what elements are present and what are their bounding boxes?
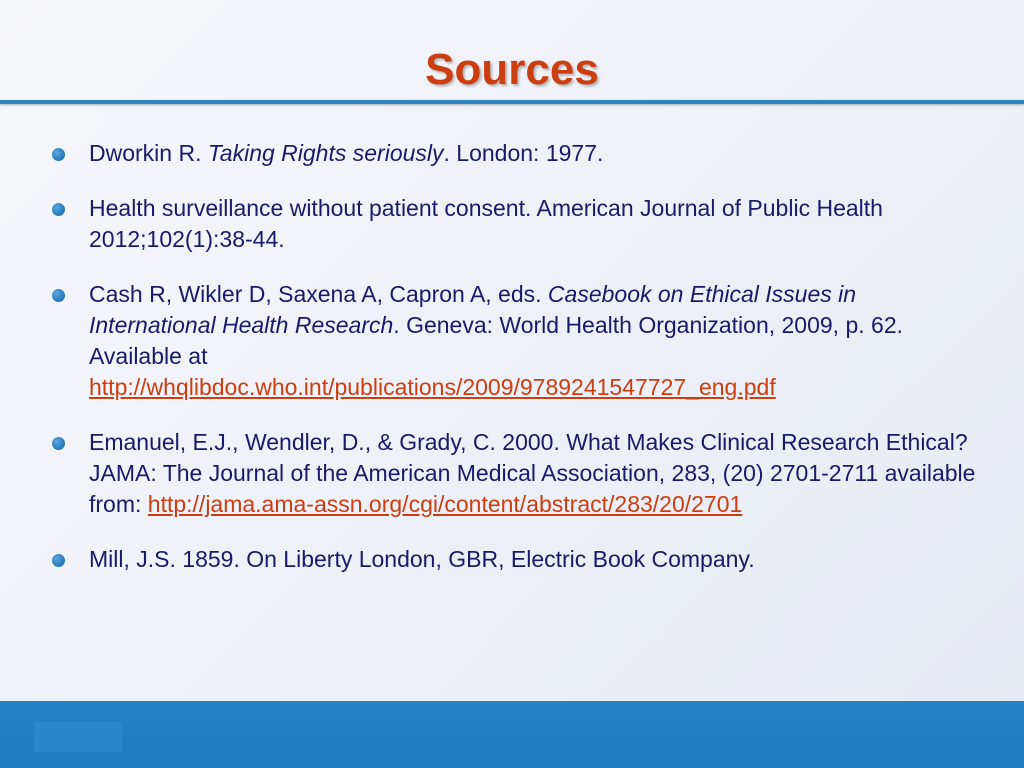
title-divider [0, 100, 1024, 104]
citation-link[interactable]: http://whqlibdoc.who.int/publications/2009/9789241547727_eng.pdf [89, 374, 776, 400]
bullet-icon [52, 203, 65, 216]
citation-text: Health surveillance without patient consent. American Journal of Public Health 2012;102(1):38-44. [89, 195, 883, 252]
citation-text: Dworkin R. [89, 140, 208, 166]
citation-text: Mill, J.S. 1859. On Liberty London, GBR, Electric Book Company. [89, 546, 755, 572]
footer-band [0, 701, 1024, 768]
citation-title: Taking Rights seriously [207, 140, 444, 166]
list-item [48, 138, 988, 169]
citation-text: . Geneva: World Health Organization, 2009, p. 62. Available at [89, 312, 904, 369]
sources-list [48, 138, 988, 599]
citation-text: Emanuel, E.J., Wendler, D., & Grady, C. 2000. What Makes Clinical Research Ethical? JAMA: The Journal of the American Medical Association, 283, (20) 2701-2711 available from: [89, 429, 976, 517]
citation-text: Cash R, Wikler D, Saxena A, Capron A, eds. [89, 281, 548, 307]
list-item [48, 193, 988, 255]
citation-title: Casebook on Ethical Issues in International Health Research [89, 281, 857, 338]
bullet-icon [52, 554, 65, 567]
bullet-icon [52, 148, 65, 161]
list-item [48, 544, 988, 575]
list-item [48, 279, 988, 403]
page-title: Sources [425, 45, 599, 94]
bullet-icon [52, 437, 65, 450]
bullet-icon [52, 289, 65, 302]
citation-link[interactable]: http://jama.ama-assn.org/cgi/content/abstract/283/20/2701 [147, 491, 743, 517]
citation-text: . London: 1977. [443, 140, 604, 166]
footer-logo-placeholder [34, 722, 122, 752]
list-item [48, 427, 988, 520]
